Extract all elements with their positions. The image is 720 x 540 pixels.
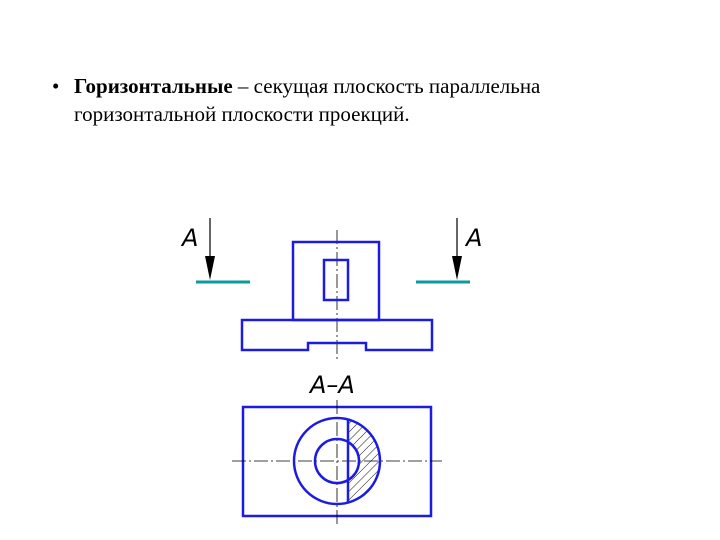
right-cut-label: A (466, 224, 483, 252)
front-upper-block (293, 242, 379, 320)
arrow-right-head (452, 256, 462, 280)
cutting-plane-right (416, 218, 482, 282)
cutting-plane-left (180, 218, 250, 282)
arrow-left-head (205, 256, 215, 280)
definition-line-2: горизонтальной плоскости проекций. (74, 102, 410, 126)
front-hole (324, 260, 348, 300)
term-bold: Горизонтальные (74, 74, 233, 98)
section-view (232, 400, 442, 525)
left-cut-label: A (182, 224, 199, 252)
section-label: A–A (310, 371, 355, 399)
bullet-marker: • (52, 74, 60, 98)
definition-line-1: – секущая плоскость параллельна (232, 74, 541, 98)
front-view (242, 230, 432, 360)
